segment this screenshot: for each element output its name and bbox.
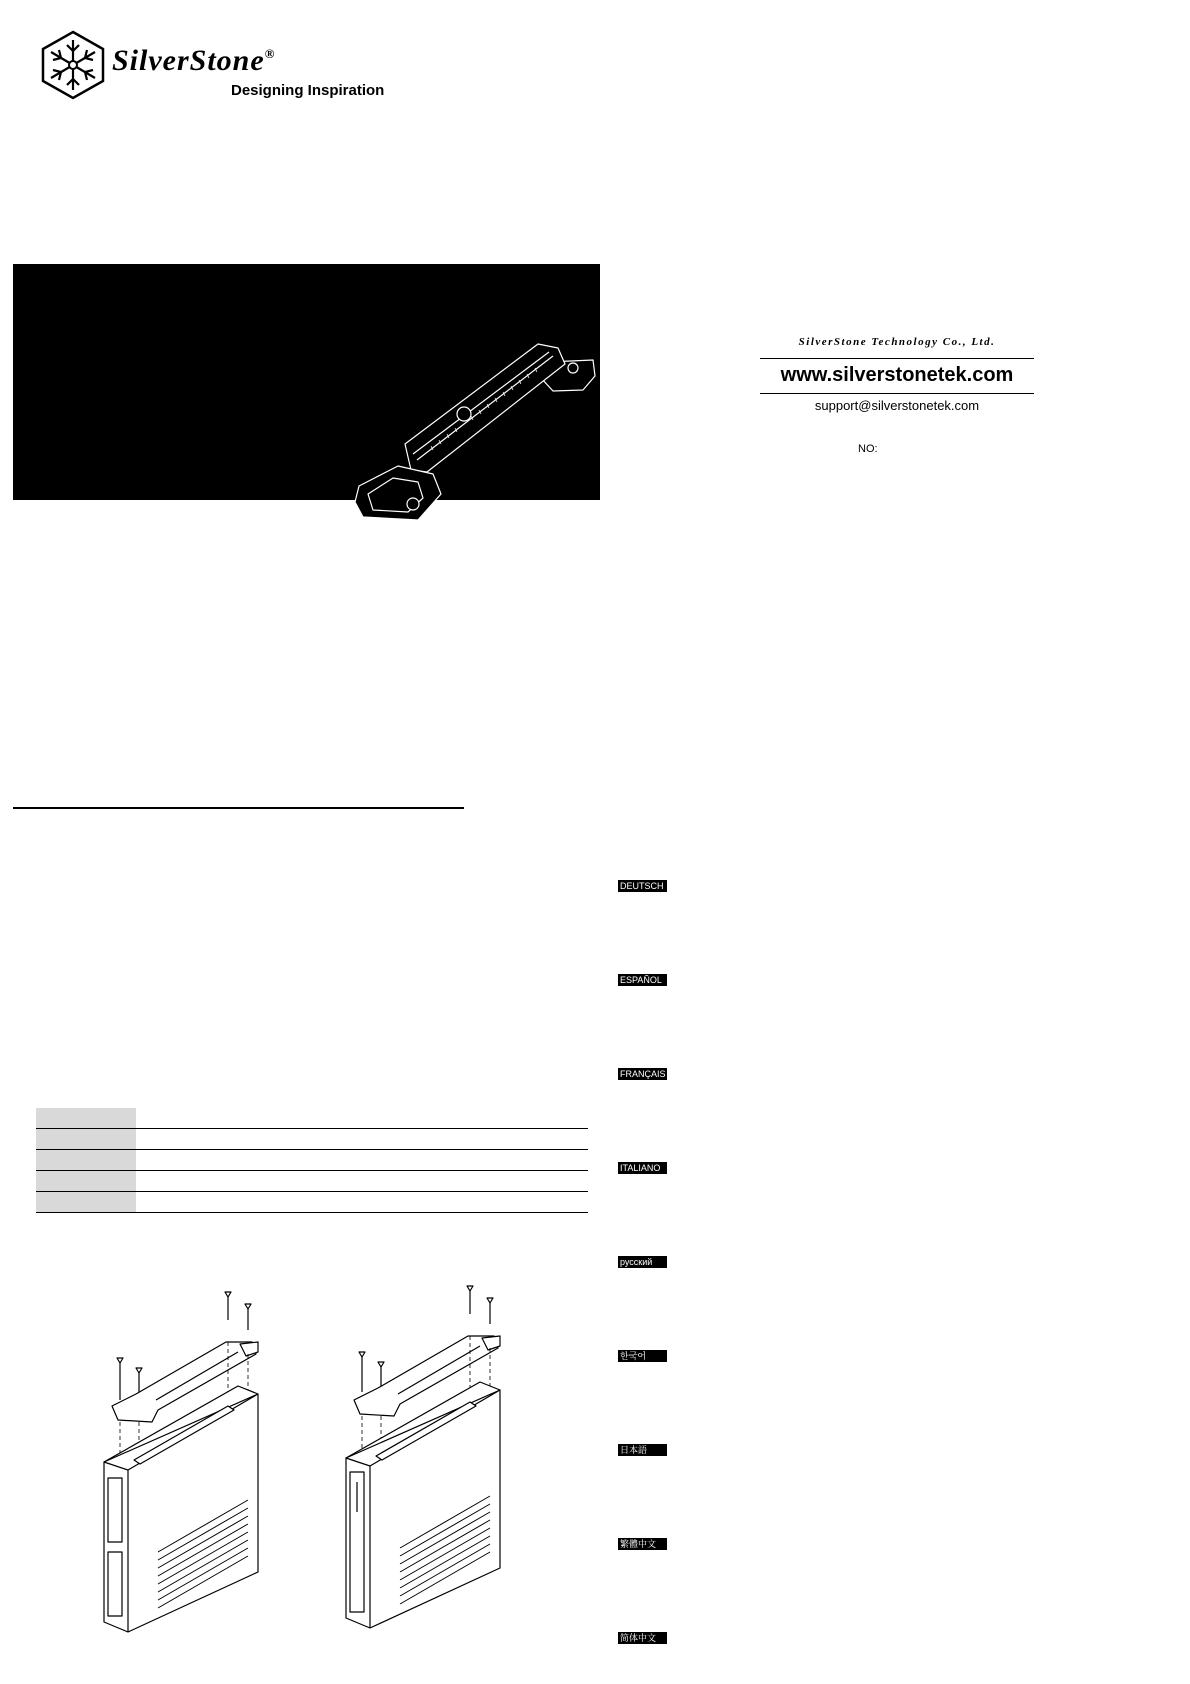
lang-tag-russian: русский (618, 1256, 667, 1268)
lang-tag-italiano: ITALIANO (618, 1162, 667, 1174)
table-row (36, 1129, 588, 1150)
brand-tagline: Designing Inspiration (231, 82, 385, 99)
brand-name: SilverStone® (112, 44, 276, 77)
table-row (36, 1150, 588, 1171)
product-banner (13, 264, 600, 500)
lang-tag-korean: 한국어 (618, 1350, 667, 1362)
spec-table (36, 1108, 588, 1213)
installation-diagram-left (98, 1282, 298, 1642)
snowflake-logo-icon (40, 30, 106, 100)
lang-tag-espanol: ESPAÑOL (618, 974, 667, 986)
spec-key (36, 1150, 136, 1170)
section-underline (13, 807, 464, 809)
table-row (36, 1192, 588, 1213)
lang-tag-traditional-chinese: 繁體中文 (618, 1538, 667, 1550)
divider (760, 393, 1034, 394)
divider (760, 358, 1034, 359)
spec-value (136, 1108, 588, 1128)
spec-key (36, 1129, 136, 1149)
document-number-label: NO: (858, 443, 878, 455)
website-link[interactable]: www.silverstonetek.com (780, 364, 1014, 386)
installation-diagram-right (340, 1282, 540, 1642)
spec-key (36, 1192, 136, 1212)
table-row (36, 1108, 588, 1129)
spec-key (36, 1171, 136, 1191)
spec-value (136, 1129, 588, 1149)
spec-value (136, 1192, 588, 1212)
company-name: SilverStone Technology Co., Ltd. (798, 336, 996, 348)
support-email-link[interactable]: support@silverstonetek.com (814, 398, 980, 413)
spec-value (136, 1171, 588, 1191)
registered-mark: ® (264, 46, 276, 61)
lang-tag-simplified-chinese: 简体中文 (618, 1632, 667, 1644)
lang-tag-francais: FRANÇAIS (620, 1069, 666, 1079)
stand-illustration (13, 264, 600, 544)
lang-tag-deutsch: DEUTSCH (618, 880, 667, 892)
spec-value (136, 1150, 588, 1170)
spec-key (36, 1108, 136, 1128)
lang-tag-japanese: 日本語 (618, 1444, 667, 1456)
table-row (36, 1171, 588, 1192)
